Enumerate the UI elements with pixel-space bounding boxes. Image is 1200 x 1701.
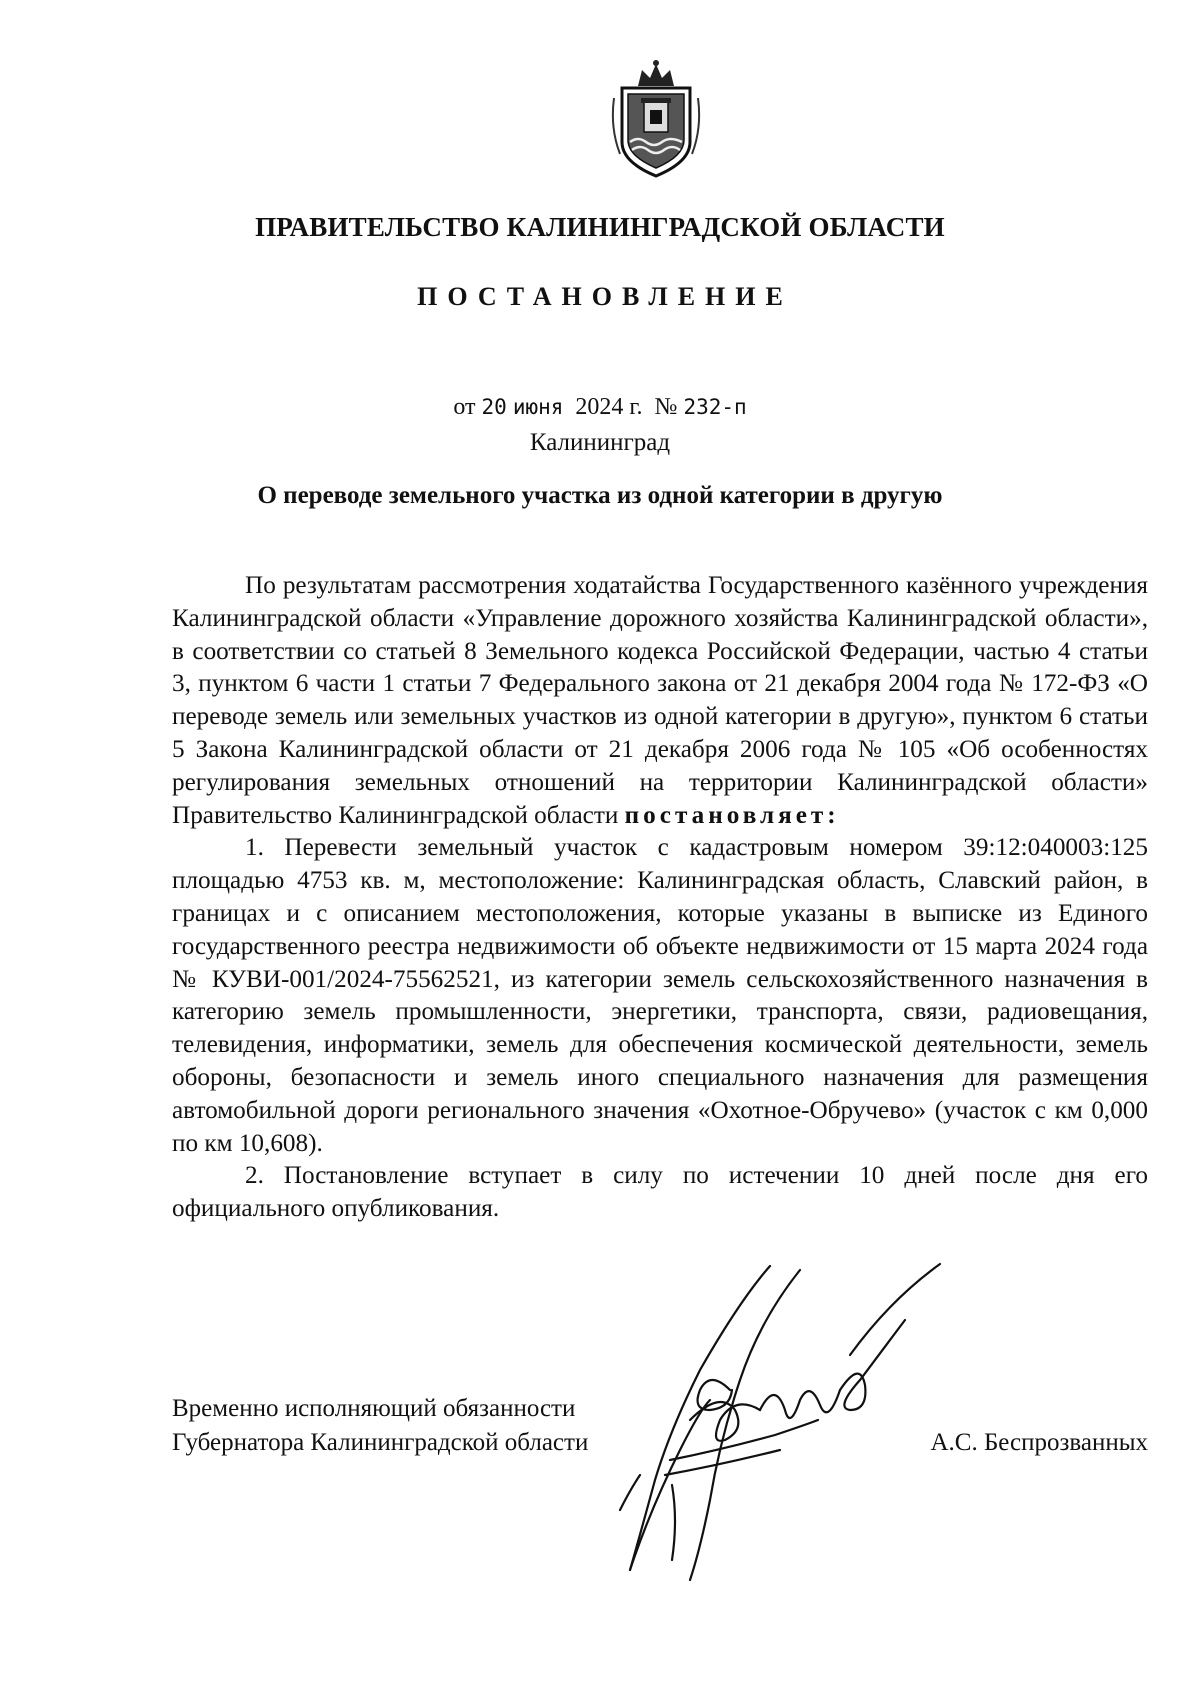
document-number: 232-п xyxy=(683,395,747,419)
number-sign: № xyxy=(654,394,678,420)
signatory-position-line-2: Губернатора Калининградской области xyxy=(172,1429,589,1456)
document-subject: О переводе земельного участка из одной категории в другую xyxy=(257,482,943,509)
government-title: ПРАВИТЕЛЬСТВО КАЛИНИНГРАДСКОЙ ОБЛАСТИ xyxy=(255,212,945,242)
date-day: 20 xyxy=(481,395,507,419)
signatory-position-line-1: Временно исполняющий обязанности xyxy=(172,1395,576,1422)
item-1-paragraph: 1. Перевести земельный участок с кадастровым номером 39:12:040003:125 площадью 4753 кв. м, местоположение: Калининградская область, Славский район, в границах и с описанием местоположения, которые указаны в выписке из Единого государственного реестра недвижимости об объекте недвижимости от 15 марта 2024 года № КУВИ-001/2024-75562521, из категории земель сельскохозяйственного назначения в категорию земель промышленности, энергетики, транспорта, связи, радиовещания, телевидения, информатики, земель для обеспечения космической деятельности, земель обороны, безопасности и земель иного специального назначения для размещения автомобильной дороги регионального значения «Охотное-Обручево» (участок с км 0,000 по км 10,608). xyxy=(172,834,1148,1157)
preamble-text: По результатам рассмотрения ходатайства Государственного казённого учреждения Калининградской области «Управление дорожного хозяйства Калининградской области», в соответствии со статьей 8 Земельного кодекса Российской Федерации, частью 4 статьи 3, пунктом 6 части 1 статьи 7 Федерального закона от 21 декабря 2004 года № 172-ФЗ «О переводе земель или земельных участков из одной категории в другую», пунктом 6 статьи 5 Закона Калининградской области от 21 декабря 2006 года № 105 «Об особенностях регулирования земельных отношений на территории Калининградской области» Правительство Калининградской области xyxy=(172,572,1148,829)
signatory-name: А.С. Беспрозванных xyxy=(930,1429,1148,1456)
document-type: ПОСТАНОВЛЕНИЕ xyxy=(417,282,793,311)
item-2-paragraph: 2. Постановление вступает в силу по истечении 10 дней после дня его официального опубликования. xyxy=(172,1162,1148,1223)
date-number-line xyxy=(0,394,1200,421)
date-prefix: от xyxy=(453,394,476,420)
coat-of-arms-icon xyxy=(608,58,704,180)
preamble-paragraph xyxy=(172,570,1148,832)
signatory-position xyxy=(172,1392,588,1460)
date-year: 2024 г. xyxy=(575,394,643,420)
city: Калининград xyxy=(529,429,671,456)
handwritten-signature xyxy=(560,1260,950,1590)
resolves-word: постановляет: xyxy=(624,801,840,829)
document-body xyxy=(172,570,1148,1226)
date-month: июня xyxy=(512,395,564,419)
